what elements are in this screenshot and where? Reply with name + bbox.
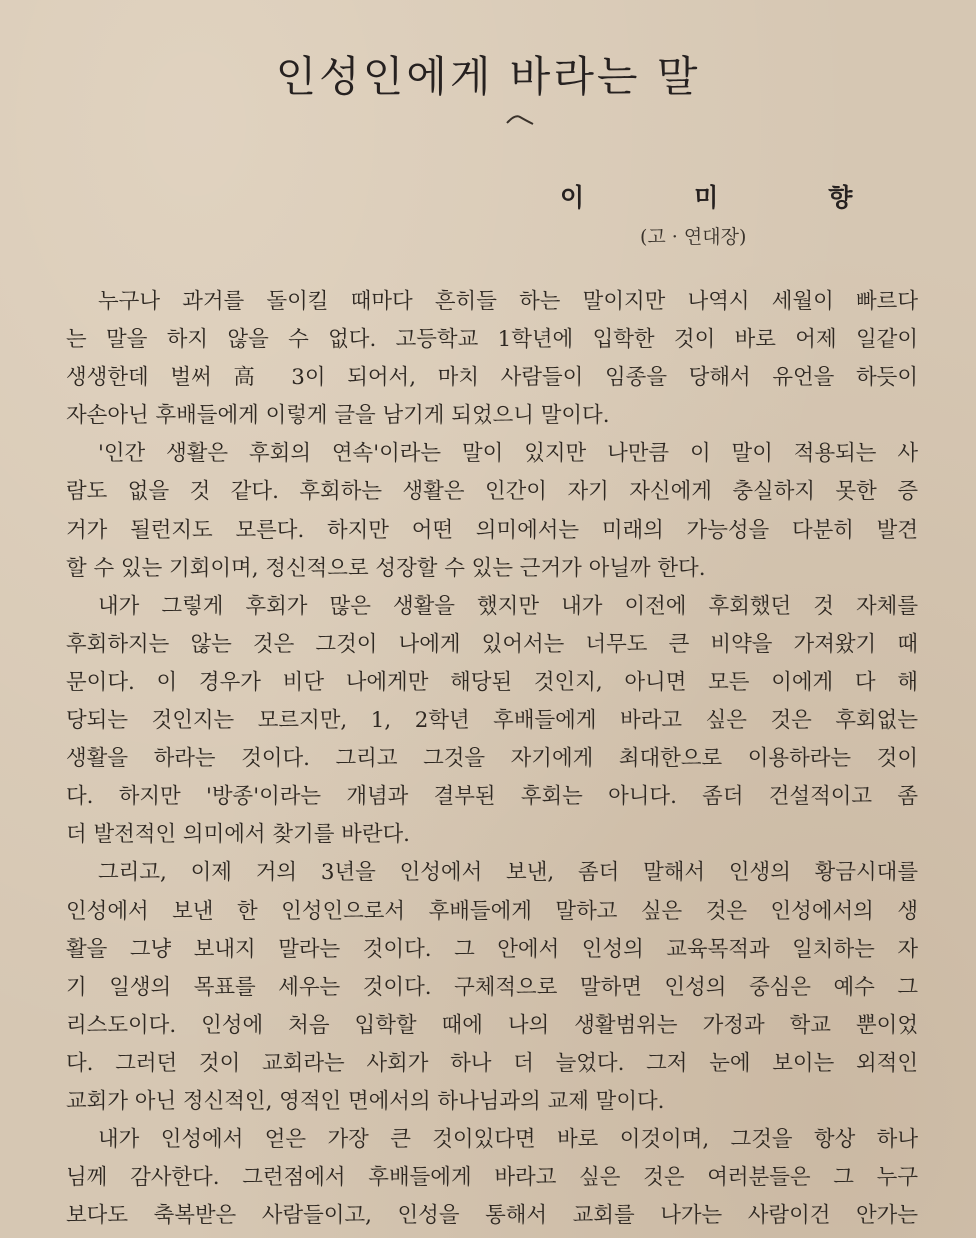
text-line: 내가 인성에서 얻은 가장 큰 것이있다면 바로 이것이며, 그것을 항상 하나 [98, 1127, 918, 1153]
text-line: 거가 될런지도 모른다. 하지만 어떤 의미에서는 미래의 가능성을 다분히 발견 [66, 517, 918, 543]
text-line: '인간 생활은 후회의 연속'이라는 말이 있지만 나만큼 이 말이 적용되는 사 [98, 441, 918, 467]
author-name: 이미향 [560, 183, 963, 212]
text-line: 인성에서 보낸 한 인성인으로서 후배들에게 말하고 싶은 것은 인성에서의 생 [66, 898, 918, 924]
page-title: 인성인에게 바라는 말 [275, 52, 701, 101]
text-line: 는 말을 하지 않을 수 없다. 고등학교 1학년에 입학한 것이 바로 어제 일같이 [66, 327, 918, 353]
paragraph [66, 435, 918, 587]
text-line: 더 발전적인 의미에서 찾기를 바란다. [66, 822, 410, 848]
text-line: 자손아닌 후배들에게 이렇게 글을 남기게 되었으니 말이다. [66, 403, 610, 429]
text-line: 람도 없을 것 같다. 후회하는 생활은 인간이 자기 자신에게 충실하지 못한 증 [66, 479, 918, 505]
text-line: 그리고, 이제 거의 3년을 인성에서 보낸, 좀더 말해서 인생의 황금시대를 [98, 860, 918, 886]
paragraph [66, 1121, 918, 1235]
text-line: 님께 감사한다. 그런점에서 후배들에게 바라고 싶은 것은 여러분들은 그 누구 [66, 1165, 918, 1191]
text-line: 생생한데 벌써 高 3이 되어서, 마치 사람들이 임종을 당해서 유언을 하듯이 [66, 365, 918, 391]
text-line: 후회하지는 않는 것은 그것이 나에게 있어서는 너무도 큰 비약을 가져왔기 때 [66, 631, 918, 657]
text-line: 교회가 아닌 정신적인, 영적인 면에서의 하나님과의 교제 말이다. [66, 1088, 665, 1114]
text-line: 당되는 것인지는 모르지만, 1, 2학년 후배들에게 바라고 싶은 것은 후회없는 [66, 708, 918, 734]
text-line: 다. 하지만 '방종'이라는 개념과 결부된 후회는 아니다. 좀더 건설적이고 좀 [66, 784, 918, 810]
paragraph [66, 854, 918, 1121]
article-body [66, 283, 918, 1235]
text-line: 다. 그러던 것이 교회라는 사회가 하나 더 늘었다. 그저 눈에 보이는 외적인 [66, 1050, 918, 1076]
text-line: 문이다. 이 경우가 비단 나에게만 해당된 것인지, 아니면 모든 이에게 다 해 [66, 669, 918, 695]
text-line: 내가 그렇게 후회가 많은 생활을 했지만 내가 이전에 후회했던 것 자체를 [98, 593, 918, 619]
text-line: 리스도이다. 인성에 처음 입학할 때에 나의 생활범위는 가정과 학교 뿐이었 [66, 1012, 918, 1038]
text-line: 누구나 과거를 돌이킬 때마다 흔히들 하는 말이지만 나역시 세월이 빠르다 [98, 289, 918, 314]
text-line: 할 수 있는 기회이며, 정신적으로 성장할 수 있는 근거가 아닐까 한다. [66, 555, 706, 581]
paragraph [66, 283, 918, 435]
title-ornament-icon [505, 112, 535, 126]
author-affiliation: (고 · 연대장) [640, 226, 747, 248]
text-line: 기 일생의 목표를 세우는 것이다. 구체적으로 말하면 인성의 중심은 예수 그 [66, 974, 918, 1000]
text-line: 활을 그냥 보내지 말라는 것이다. 그 안에서 인성의 교육목적과 일치하는 자 [66, 936, 918, 962]
paragraph [66, 588, 918, 855]
text-line: 보다도 축복받은 사람들이고, 인성을 통해서 교회를 나가는 사람이건 안가는 [66, 1203, 918, 1229]
text-line: 생활을 하라는 것이다. 그리고 그것을 자기에게 최대한으로 이용하라는 것이 [66, 746, 918, 772]
